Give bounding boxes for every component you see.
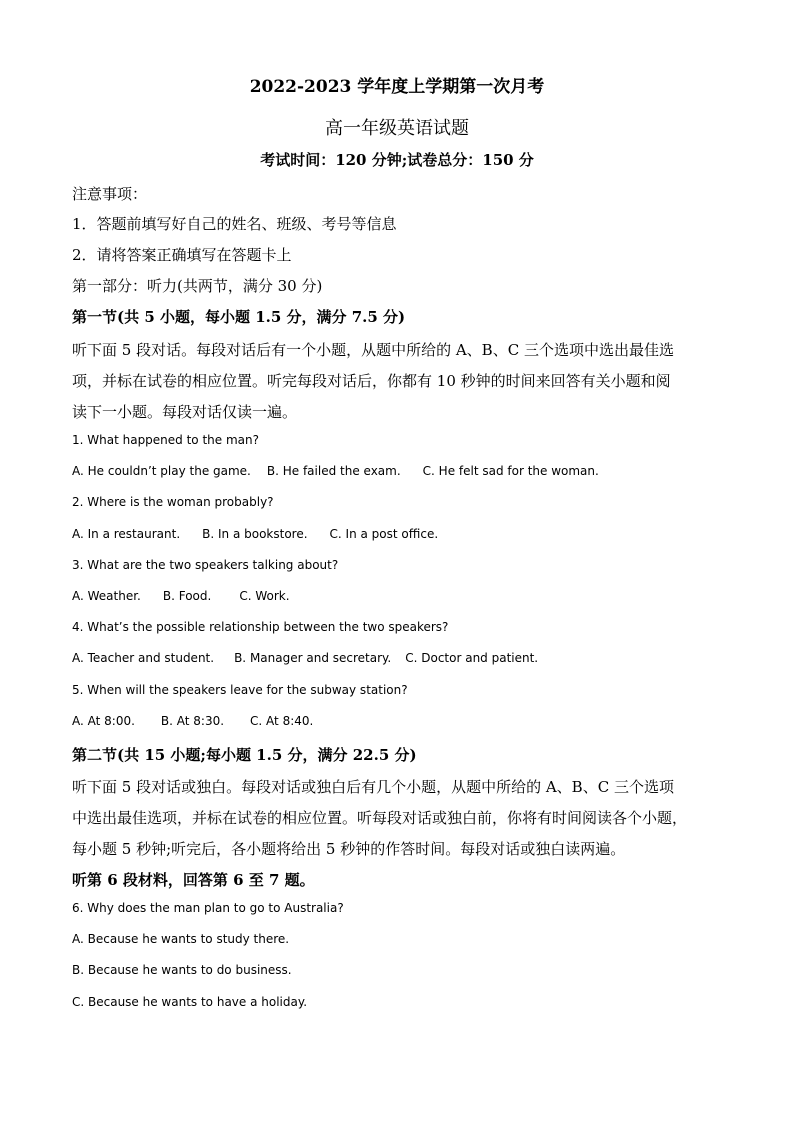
question-4-text: 4. What’s the possible relationship between the two speakers? bbox=[72, 620, 449, 634]
question-2-text: 2. Where is the woman probably? bbox=[72, 495, 274, 509]
section2-heading: 第二节(共 15 小题;每小题 1.5 分，满分 22.5 分) bbox=[72, 746, 417, 764]
question-6-option-a: A. Because he wants to study there. bbox=[72, 932, 290, 946]
section1-instruction-line3: 读下一小题。每段对话仅读一遍。 bbox=[72, 403, 298, 421]
question-2-option-a: A. In a restaurant. bbox=[72, 527, 181, 541]
question-3-option-b: B. Food. bbox=[162, 589, 212, 603]
notes-item-1: 1．答题前填写好自己的姓名、班级、考号等信息 bbox=[72, 215, 397, 233]
question-5-option-c: C. At 8:40. bbox=[250, 714, 314, 728]
exam-info: 考试时间：120 分钟;试卷总分：150 分 bbox=[260, 151, 534, 169]
question-1-option-a: A. He couldn’t play the game. bbox=[72, 464, 251, 478]
section1-instruction-line2: 项，并标在试卷的相应位置。听完每段对话后，你都有 10 秒钟的时间来回答有关小题和阅 bbox=[72, 372, 671, 390]
section1-heading: 第一节(共 5 小题，每小题 1.5 分，满分 7.5 分) bbox=[72, 308, 406, 326]
question-5-option-a: A. At 8:00. bbox=[72, 714, 135, 728]
notes-item-2: 2．请将答案正确填写在答题卡上 bbox=[72, 246, 292, 264]
exam-subtitle: 高一年级英语试题 bbox=[325, 118, 469, 139]
material-6-note: 听第 6 段材料，回答第 6 至 7 题。 bbox=[72, 871, 315, 889]
question-4-option-c: C. Doctor and patient. bbox=[405, 651, 539, 665]
question-4-option-b: B. Manager and secretary. bbox=[234, 651, 392, 665]
question-4-option-a: A. Teacher and student. bbox=[72, 651, 215, 665]
question-5-option-b: B. At 8:30. bbox=[160, 714, 225, 728]
question-2-option-b: B. In a bookstore. bbox=[202, 527, 308, 541]
question-5-text: 5. When will the speakers leave for the subway station? bbox=[72, 683, 408, 697]
question-3-options bbox=[72, 589, 306, 603]
question-1-text: 1. What happened to the man? bbox=[72, 433, 259, 447]
question-6-text: 6. Why does the man plan to go to Australia? bbox=[72, 901, 344, 915]
part1-heading: 第一部分：听力(共两节，满分 30 分) bbox=[72, 277, 323, 295]
notes-heading: 注意事项： bbox=[72, 185, 148, 203]
question-5-options bbox=[72, 714, 329, 728]
section2-instruction-line1: 听下面 5 段对话或独白。每段对话或独白后有几个小题，从题中所给的 A、B、C 三个选项 bbox=[72, 778, 674, 796]
question-2-options bbox=[72, 527, 454, 541]
section2-instruction-line3: 每小题 5 秒钟;听完后，各小题将给出 5 秒钟的作答时间。每段对话或独白读两遍。 bbox=[72, 840, 626, 858]
section2-instruction-line2: 中选出最佳选项，并标在试卷的相应位置。听每段对话或独白前，你将有时间阅读各个小题， bbox=[72, 809, 688, 827]
question-3-option-c: C. Work. bbox=[239, 589, 290, 603]
question-1-option-b: B. He failed the exam. bbox=[266, 464, 401, 478]
question-3-text: 3. What are the two speakers talking about? bbox=[72, 558, 339, 572]
exam-title: 2022-2023 学年度上学期第一次月考 bbox=[249, 77, 545, 97]
question-3-option-a: A. Weather. bbox=[72, 589, 141, 603]
section1-instruction-line1: 听下面 5 段对话。每段对话后有一个小题，从题中所给的 A、B、C 三个选项中选出最佳选 bbox=[72, 341, 674, 359]
question-1-options bbox=[72, 464, 615, 478]
question-2-option-c: C. In a post office. bbox=[329, 527, 439, 541]
question-6-option-c: C. Because he wants to have a holiday. bbox=[72, 995, 308, 1009]
question-4-options bbox=[72, 651, 554, 665]
question-6-option-b: B. Because he wants to do business. bbox=[72, 963, 292, 977]
question-1-option-c: C. He felt sad for the woman. bbox=[422, 464, 599, 478]
